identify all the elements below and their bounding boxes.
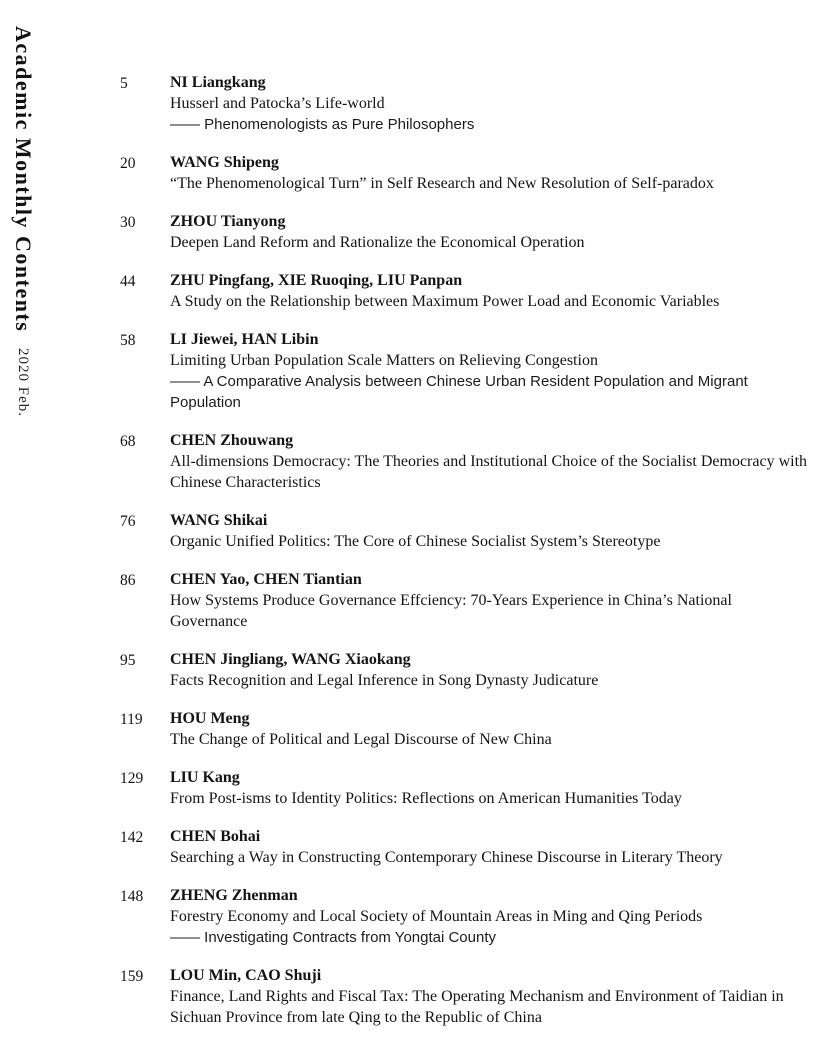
entry-authors: WANG Shikai: [170, 512, 268, 529]
entry-page-number: 129: [120, 770, 144, 787]
entry-title: How Systems Produce Governance Effciency: 70-Years Experience in China’s National Governance: [170, 592, 732, 630]
entry-page-number: 95: [120, 652, 136, 669]
entry-title: From Post-isms to Identity Politics: Reflections on American Humanities Today: [170, 790, 682, 807]
entry-authors: ZHU Pingfang, XIE Ruoqing, LIU Panpan: [170, 272, 463, 289]
entry-page-number: 44: [120, 273, 136, 290]
entry-title: The Change of Political and Legal Discourse of New China: [170, 731, 552, 748]
entry-body: [170, 826, 810, 868]
entry-page-number: 5: [120, 75, 128, 92]
entry-body: [170, 708, 810, 750]
toc-entry: [120, 965, 820, 1028]
entry-body: [170, 270, 810, 312]
toc-entry: [120, 72, 820, 135]
issue-date: 2020 Feb.: [15, 348, 31, 418]
entry-authors: CHEN Jingliang, WANG Xiaokang: [170, 651, 411, 668]
journal-title: Academic Monthly Contents: [11, 26, 36, 333]
journal-sidebar: [10, 26, 36, 417]
entry-title: Limiting Urban Population Scale Matters on Relieving Congestion: [170, 352, 598, 369]
entry-body: [170, 649, 810, 691]
entry-subtitle: —— Investigating Contracts from Yongtai County: [170, 929, 497, 946]
entry-subtitle: —— Phenomenologists as Pure Philosophers: [170, 116, 475, 133]
entry-body: [170, 510, 810, 552]
entry-page-number: 58: [120, 332, 136, 349]
toc-entry: [120, 708, 820, 750]
entry-authors: LIU Kang: [170, 769, 240, 786]
entry-title: “The Phenomenological Turn” in Self Research and New Resolution of Self-paradox: [170, 175, 714, 192]
entry-title: Organic Unified Politics: The Core of Chinese Socialist System’s Stereotype: [170, 533, 661, 550]
entry-authors: ZHENG Zhenman: [170, 887, 298, 904]
entry-title: Facts Recognition and Legal Inference in Song Dynasty Judicature: [170, 672, 599, 689]
toc-entry: [120, 569, 820, 632]
entry-body: [170, 152, 810, 194]
entry-title: Searching a Way in Constructing Contemporary Chinese Discourse in Literary Theory: [170, 849, 723, 866]
toc-entry: [120, 510, 820, 552]
entry-authors: WANG Shipeng: [170, 154, 279, 171]
entry-authors: ZHOU Tianyong: [170, 213, 286, 230]
toc-entry: [120, 152, 820, 194]
entry-title: Finance, Land Rights and Fiscal Tax: The Operating Mechanism and Environment of Taidian in Sichuan Province from late Qing to the Republic of China: [170, 988, 784, 1026]
entry-page-number: 30: [120, 214, 136, 231]
toc-entry: [120, 270, 820, 312]
toc-entry: [120, 649, 820, 691]
toc-entry: [120, 885, 820, 948]
entry-title: Forestry Economy and Local Society of Mountain Areas in Ming and Qing Periods: [170, 908, 703, 925]
entry-body: [170, 329, 810, 413]
entry-title: Deepen Land Reform and Rationalize the Economical Operation: [170, 234, 585, 251]
entry-body: [170, 72, 810, 135]
toc-entry-list: [120, 72, 820, 1045]
toc-entry: [120, 767, 820, 809]
entry-page-number: 142: [120, 829, 144, 846]
entry-body: [170, 885, 810, 948]
toc-entry: [120, 329, 820, 413]
entry-page-number: 86: [120, 572, 136, 589]
entry-body: [170, 211, 810, 253]
toc-entry: [120, 430, 820, 493]
toc-entry: [120, 211, 820, 253]
entry-authors: CHEN Bohai: [170, 828, 261, 845]
toc-entry: [120, 826, 820, 868]
entry-page-number: 119: [120, 711, 143, 728]
entry-title: Husserl and Patocka’s Life-world: [170, 95, 385, 112]
entry-authors: CHEN Zhouwang: [170, 432, 294, 449]
entry-page-number: 76: [120, 513, 136, 530]
entry-authors: HOU Meng: [170, 710, 250, 727]
entry-page-number: 20: [120, 155, 136, 172]
entry-subtitle: —— A Comparative Analysis between Chinese Urban Resident Population and Migrant Population: [170, 373, 748, 411]
entry-body: [170, 569, 810, 632]
entry-title: A Study on the Relationship between Maximum Power Load and Economic Variables: [170, 293, 720, 310]
entry-title: All-dimensions Democracy: The Theories and Institutional Choice of the Socialist Democracy with Chinese Characteristics: [170, 453, 808, 491]
entry-page-number: 159: [120, 968, 144, 985]
entry-body: [170, 767, 810, 809]
entry-page-number: 148: [120, 888, 144, 905]
entry-body: [170, 430, 810, 493]
entry-authors: CHEN Yao, CHEN Tiantian: [170, 571, 362, 588]
entry-authors: NI Liangkang: [170, 74, 266, 91]
entry-page-number: 68: [120, 433, 136, 450]
entry-body: [170, 965, 810, 1028]
entry-authors: LI Jiewei, HAN Libin: [170, 331, 319, 348]
entry-authors: LOU Min, CAO Shuji: [170, 967, 322, 984]
